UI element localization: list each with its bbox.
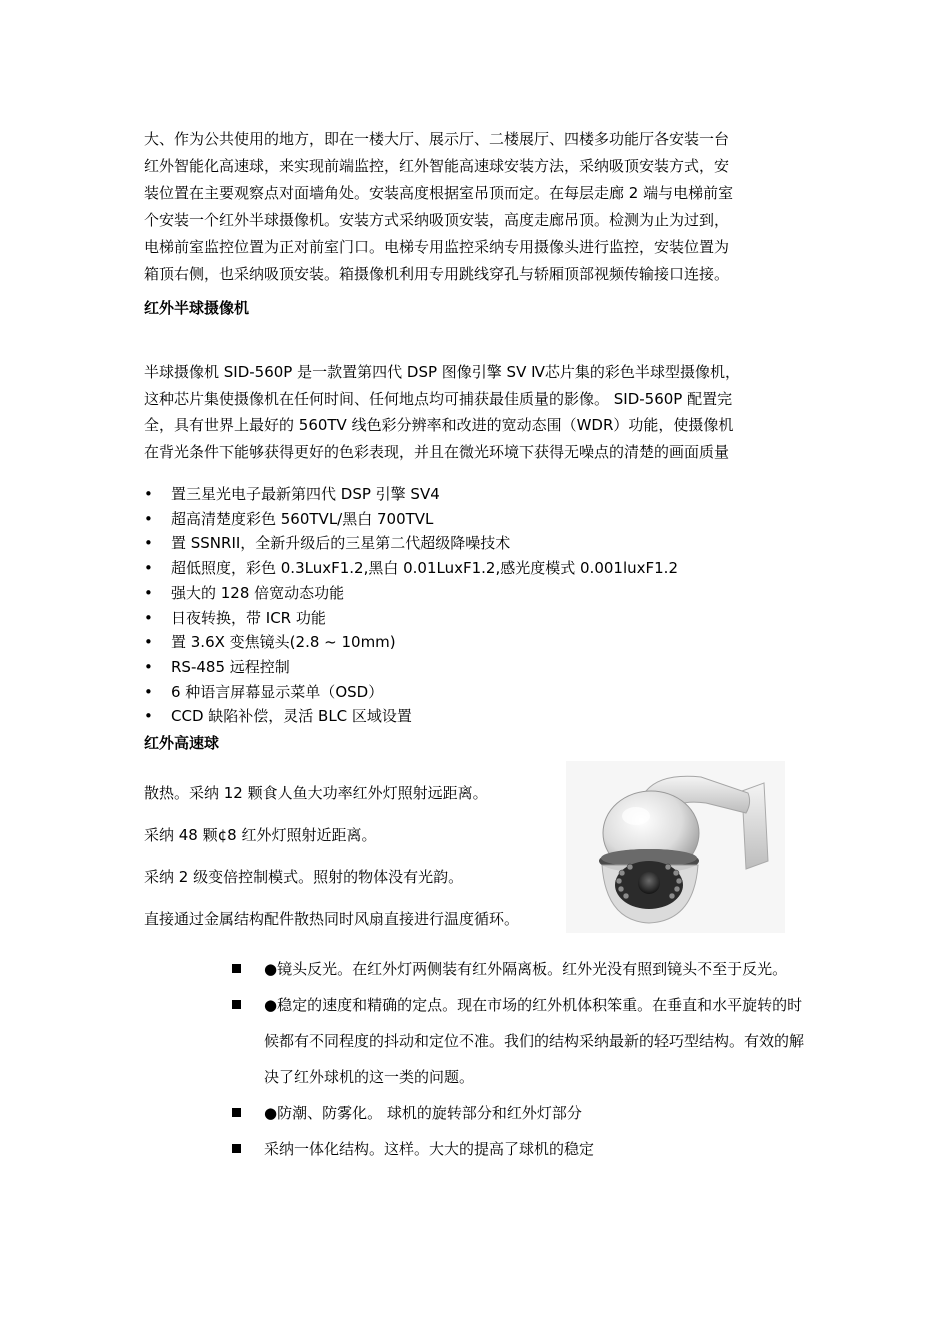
intro-line: 装位置在主要观察点对面墙角处。安装高度根据室吊顶而定。在每层走廊 2 端与电梯前室 — [144, 184, 734, 202]
feature-item: • 6 种语言屏幕显示菜单（OSD） — [144, 680, 678, 705]
feature-item: • 超高清楚度彩色 560TVL/黑白 700TVL — [144, 507, 678, 532]
ir-speed-dome-heading: 红外高速球 — [144, 734, 220, 752]
feature-item: • 超低照度，彩色 0.3LuxF1.2,黑白 0.01LuxF1.2,感光度模式 0.001luxF1.2 — [144, 556, 678, 581]
ir-paragraph: 散热。采纳 12 颗食人鱼大功率红外灯照射远距离。 — [144, 784, 488, 802]
feature-list — [144, 482, 678, 729]
ir-feature-list — [230, 951, 810, 1167]
feature-item: • 置 SSNRII，全新升级后的三星第二代超级降噪技术 — [144, 531, 678, 556]
description-line: 全，具有世界上最好的 560TV 线色彩分辨率和改进的宽动态围（WDR）功能，使摄像机 — [144, 416, 734, 434]
intro-line: 个安装一个红外半球摄像机。安装方式采纳吸顶安装，高度走廊吊顶。检测为止为过到， — [144, 211, 730, 229]
dome-camera-heading: 红外半球摄像机 — [144, 299, 250, 317]
feature-item: • 置 3.6X 变焦镜头(2.8 ~ 10mm) — [144, 630, 678, 655]
ir-paragraph: 采纳 48 颗¢8 红外灯照射近距离。 — [144, 826, 377, 844]
dome-camera-description — [144, 359, 808, 465]
ir-feature-item: ●稳定的速度和精确的定点。现在市场的红外机体积笨重。在垂直和水平旋转的时候都有不同程度的抖动和定位不准。我们的结构采纳最新的轻巧型结构。有效的解决了红外球机的这一类的问题。 — [230, 987, 810, 1095]
feature-item: • 日夜转换，带 ICR 功能 — [144, 606, 678, 631]
feature-item: • 置三星光电子最新第四代 DSP 引擎 SV4 — [144, 482, 678, 507]
ir-feature-item: ●镜头反光。在红外灯两侧装有红外隔离板。红外光没有照到镜头不至于反光。 — [230, 951, 810, 987]
ir-feature-item: 采纳一体化结构。这样。大大的提高了球机的稳定 — [230, 1131, 810, 1167]
ir-paragraph: 采纳 2 级变倍控制模式。照射的物体没有光韵。 — [144, 868, 464, 886]
ir-feature-item: ●防潮、防雾化。 球机的旋转部分和红外灯部分 — [230, 1095, 810, 1131]
intro-paragraph — [144, 126, 808, 288]
feature-item: • RS-485 远程控制 — [144, 655, 678, 680]
intro-line: 箱顶右侧，也采纳吸顶安装。箱摄像机利用专用跳线穿孔与轿厢顶部视频传输接口连接。 — [144, 265, 730, 283]
description-line: 这种芯片集使摄像机在任何时间、任何地点均可捕获最佳质量的影像。 SID-560P 配置完 — [144, 389, 733, 408]
intro-line: 电梯前室监控位置为正对前室门口。电梯专用监控采纳专用摄像头进行监控，安装位置为 — [144, 238, 730, 256]
intro-line: 大、作为公共使用的地方，即在一楼大厅、展示厅、二楼展厅、四楼多功能厅各安装一台 — [144, 130, 730, 148]
speed-dome-camera-image — [566, 761, 785, 933]
description-line: 在背光条件下能够获得更好的色彩表现，并且在微光环境下获得无噪点的清楚的画面质量 — [144, 442, 730, 461]
feature-item: • CCD 缺陷补偿，灵活 BLC 区域设置 — [144, 704, 678, 729]
intro-line: 红外智能化高速球，来实现前端监控，红外智能高速球安装方法，采纳吸顶安装方式，安 — [144, 157, 730, 175]
feature-item: • 强大的 128 倍宽动态功能 — [144, 581, 678, 606]
ir-paragraph: 直接通过金属结构配件散热同时风扇直接进行温度循环。 — [144, 910, 520, 928]
camera-illustration — [566, 761, 785, 933]
description-line: 半球摄像机 SID-560P 是一款置第四代 DSP 图像引擎 SV Ⅳ芯片集的彩色半球型摄像机， — [144, 363, 740, 381]
